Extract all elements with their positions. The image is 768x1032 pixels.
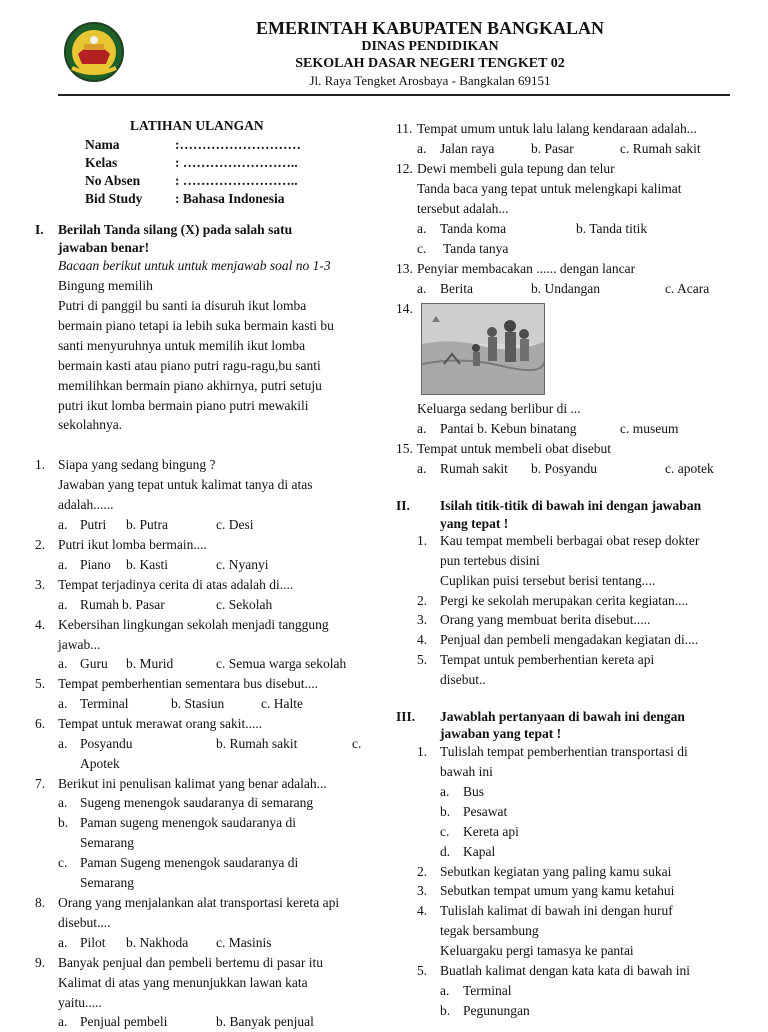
question-number: 5.: [35, 676, 46, 691]
option-a: Sugeng menengok saudaranya di semarang: [80, 795, 314, 810]
family-illustration-icon: [422, 304, 544, 394]
question-number: 12.: [396, 161, 413, 176]
option-letter: b.: [440, 1003, 451, 1018]
section2-number: II.: [396, 498, 410, 513]
section1-heading-cont: jawaban benar!: [58, 240, 150, 255]
identity-value-absen: : ……………………..: [175, 173, 298, 188]
option-letter: a.: [417, 461, 427, 476]
option-b: b. Tanda titik: [576, 221, 648, 236]
question-text: Tulislah tempat pemberhentian transportasi di: [440, 744, 688, 759]
option-letter: a.: [58, 656, 68, 671]
option-a: Jalan raya: [440, 141, 495, 156]
question-number: 8.: [35, 895, 46, 910]
option-letter: b.: [58, 815, 69, 830]
option-letter: c.: [440, 824, 450, 839]
option-c: c. Nyanyi: [216, 557, 269, 572]
option-letter: a.: [58, 557, 68, 572]
option-a: Bus: [463, 784, 485, 799]
option-letter: a.: [417, 421, 427, 436]
story-line: bermain kasti atau piano putri ragu-ragu,bu santi: [58, 358, 321, 373]
question-number: 4.: [417, 632, 428, 647]
option-a: Pantai b. Kebun binatang: [440, 421, 577, 436]
question-number: 13.: [396, 261, 413, 276]
question-text: Tempat untuk membeli obat disebut: [417, 441, 612, 456]
section3-heading: Jawablah pertanyaan di bawah ini dengan: [440, 709, 685, 724]
option-c: c. apotek: [665, 461, 714, 476]
option-c: c. Acara: [665, 281, 710, 296]
option-b: b. Stasiun: [171, 696, 225, 711]
option-letter: a.: [417, 281, 427, 296]
question-text: tersebut adalah...: [417, 201, 509, 216]
identity-value-class: : ……………………..: [175, 155, 298, 170]
question-text: Tanda baca yang tepat untuk melengkapi kalimat: [417, 181, 682, 196]
question-text: Kalimat di atas yang menunjukkan lawan kata: [58, 975, 308, 990]
option-c: c. Sekolah: [216, 597, 273, 612]
option-a: Rumah sakit: [440, 461, 508, 476]
question-text: Tempat untuk merawat orang sakit.....: [58, 716, 263, 731]
section2-heading: Isilah titik-titik di bawah ini dengan jawaban: [440, 498, 702, 513]
story-line: santi menyuruhnya untuk memilih ikut lomba: [58, 338, 306, 353]
option-b: b. Pasar: [122, 597, 165, 612]
story-title: Bingung memilih: [58, 278, 153, 293]
question-number: 1.: [417, 744, 428, 759]
question-text: Orang yang menjalankan alat transportasi kereta api: [58, 895, 340, 910]
section1-number: I.: [35, 222, 44, 237]
option-c: c. Halte: [261, 696, 303, 711]
question-number: 11.: [396, 121, 413, 136]
story-line: putri ikut lomba bermain piano putri mewakili: [58, 398, 309, 413]
question-text: Cuplikan puisi tersebut berisi tentang....: [440, 573, 656, 588]
question-text: yaitu.....: [58, 995, 102, 1010]
option-a: Posyandu: [80, 736, 133, 751]
option-letter: a.: [58, 696, 68, 711]
option-a: Guru: [80, 656, 108, 671]
option-c: c. Rumah sakit: [620, 141, 701, 156]
option-letter: a.: [58, 795, 68, 810]
option-b-cont: Semarang: [80, 835, 134, 850]
option-b: b. Putra: [126, 517, 168, 532]
option-a: Pilot: [80, 935, 106, 950]
option-b: Pegunungan: [463, 1003, 530, 1018]
question-text: Siapa yang sedang bingung ?: [58, 457, 216, 472]
question-text: Kau tempat membeli berbagai obat resep dokter: [440, 533, 700, 548]
question-number: 4.: [417, 903, 428, 918]
section3-heading-cont: jawaban yang tepat !: [440, 726, 562, 741]
question-text: bawah ini: [440, 764, 493, 779]
header-school: SEKOLAH DASAR NEGERI TENGKET 02: [295, 56, 565, 71]
option-b: Paman sugeng menengok saudaranya di: [80, 815, 296, 830]
question-text: Putri ikut lomba bermain....: [58, 537, 207, 552]
question-text: Penyiar membacakan ...... dengan lancar: [417, 261, 636, 276]
option-a: Rumah: [80, 597, 119, 612]
option-c: c. museum: [620, 421, 679, 436]
story-line: sekolahnya.: [58, 417, 123, 432]
question-number: 4.: [35, 617, 46, 632]
identity-label-class: Kelas: [85, 155, 118, 170]
option-d: Kapal: [463, 844, 496, 859]
option-letter: c.: [417, 241, 427, 256]
option-a: Putri: [80, 517, 107, 532]
question-number: 1.: [35, 457, 46, 472]
option-a: Penjual pembeli: [80, 1014, 168, 1029]
question-text: Sebutkan kegiatan yang paling kamu sukai: [440, 864, 672, 879]
question-number: 3.: [417, 612, 428, 627]
option-b: Pesawat: [463, 804, 508, 819]
reading-note: Bacaan berikut untuk untuk menjawab soal no 1-3: [58, 258, 331, 273]
option-c: c. Masinis: [216, 935, 272, 950]
option-b: b. Posyandu: [531, 461, 598, 476]
option-letter: a.: [417, 141, 427, 156]
option-letter: c.: [58, 855, 68, 870]
option-a: Terminal: [463, 983, 512, 998]
option-c: Tanda tanya: [443, 241, 509, 256]
identity-value-name: :………………………: [175, 137, 301, 152]
option-b: b. Rumah sakit: [216, 736, 298, 751]
option-c-cont: Semarang: [80, 875, 134, 890]
question-number: 3.: [35, 577, 46, 592]
section2-heading-cont: yang tepat !: [440, 516, 509, 531]
option-c: Kereta api: [463, 824, 519, 839]
district-emblem-logo: [62, 20, 126, 84]
question-text: Banyak penjual dan pembeli bertemu di pasar itu: [58, 955, 324, 970]
question-text: disebut..: [440, 672, 486, 687]
option-letter: a.: [440, 983, 450, 998]
header-department: DINAS PENDIDIKAN: [361, 39, 499, 54]
question-text: Penjual dan pembeli mengadakan kegiatan di....: [440, 632, 699, 647]
question-number: 2.: [417, 864, 428, 879]
question-text: tegak bersambung: [440, 923, 539, 938]
question-number: 15.: [396, 441, 413, 456]
option-c: c. Desi: [216, 517, 254, 532]
option-letter: a.: [58, 935, 68, 950]
option-letter: a.: [417, 221, 427, 236]
header-government: EMERINTAH KABUPATEN BANGKALAN: [255, 18, 605, 38]
option-letter: a.: [58, 1014, 68, 1029]
question-text: Tempat pemberhentian sementara bus disebut....: [58, 676, 318, 691]
option-letter: a.: [58, 517, 68, 532]
question-number: 14.: [396, 301, 413, 316]
option-letter: d.: [440, 844, 451, 859]
option-b: b. Pasar: [531, 141, 574, 156]
option-b: b. Banyak penjual: [216, 1014, 314, 1029]
question-text: adalah......: [58, 497, 114, 512]
identity-label-subject: Bid Study: [85, 191, 143, 206]
question-text: Keluarga sedang berlibur di ...: [417, 401, 581, 416]
question-number: 2.: [35, 537, 46, 552]
identity-label-absen: No Absen: [85, 173, 141, 188]
section1-heading: Berilah Tanda silang (X) pada salah satu: [58, 222, 293, 237]
question-number: 9.: [35, 955, 46, 970]
question-number: 6.: [35, 716, 46, 731]
story-line: Putri di panggil bu santi ia disuruh ikut lomba: [58, 298, 307, 313]
story-line: memilihkan bermain piano akhirnya, putri setuju: [58, 378, 322, 393]
question-text: Dewi membeli gula tepung dan telur: [417, 161, 615, 176]
option-c: c.: [352, 736, 362, 751]
question-number: 2.: [417, 593, 428, 608]
option-letter: a.: [440, 784, 450, 799]
question-number: 1.: [417, 533, 428, 548]
option-letter: b.: [440, 804, 451, 819]
question-text: pun tertebus disini: [440, 553, 540, 568]
question-text: Tempat umum untuk lalu lalang kendaraan adalah...: [417, 121, 697, 136]
option-c-cont: Apotek: [80, 756, 120, 771]
family-beach-illustration: [421, 303, 545, 395]
option-letter: a.: [58, 736, 68, 751]
question-text: Tulislah kalimat di bawah ini dengan huruf: [440, 903, 673, 918]
option-b: b. Murid: [126, 656, 174, 671]
question-text: Orang yang membuat berita disebut.....: [440, 612, 651, 627]
question-number: 3.: [417, 883, 428, 898]
option-letter: a.: [58, 597, 68, 612]
section3-number: III.: [396, 709, 416, 724]
question-text: Jawaban yang tepat untuk kalimat tanya di atas: [58, 477, 313, 492]
option-a: Terminal: [80, 696, 129, 711]
question-number: 5.: [417, 652, 428, 667]
option-a: Berita: [440, 281, 473, 296]
story-line: bermain piano tetapi ia lebih suka bermain kasti bu: [58, 318, 334, 333]
option-a: Tanda koma: [440, 221, 507, 236]
option-c: Paman Sugeng menengok saudaranya di: [80, 855, 299, 870]
page-title: LATIHAN ULANGAN: [130, 118, 264, 133]
header-address: Jl. Raya Tengket Arosbaya - Bangkalan 69151: [309, 73, 551, 88]
question-number: 5.: [417, 963, 428, 978]
option-b: b. Undangan: [531, 281, 600, 296]
question-text: Pergi ke sekolah merupakan cerita kegiatan....: [440, 593, 689, 608]
question-text: Buatlah kalimat dengan kata kata di bawah ini: [440, 963, 691, 978]
option-b: b. Nakhoda: [126, 935, 189, 950]
option-b: b. Kasti: [126, 557, 168, 572]
question-number: 7.: [35, 776, 46, 791]
question-text: Berikut ini penulisan kalimat yang benar adalah...: [58, 776, 327, 791]
question-text: Tempat terjadinya cerita di atas adalah di....: [58, 577, 294, 592]
identity-label-name: Nama: [85, 137, 120, 152]
question-text: Kebersihan lingkungan sekolah menjadi tanggung: [58, 617, 329, 632]
question-text: Sebutkan tempat umum yang kamu ketahui: [440, 883, 675, 898]
question-text: Keluargaku pergi tamasya ke pantai: [440, 943, 634, 958]
option-c: c. Semua warga sekolah: [216, 656, 347, 671]
question-text: disebut....: [58, 915, 111, 930]
question-text: Tempat untuk pemberhentian kereta api: [440, 652, 655, 667]
option-a: Piano: [80, 557, 111, 572]
identity-value-subject: : Bahasa Indonesia: [175, 191, 285, 206]
question-text: jawab...: [58, 637, 101, 652]
header-divider: [58, 94, 730, 96]
